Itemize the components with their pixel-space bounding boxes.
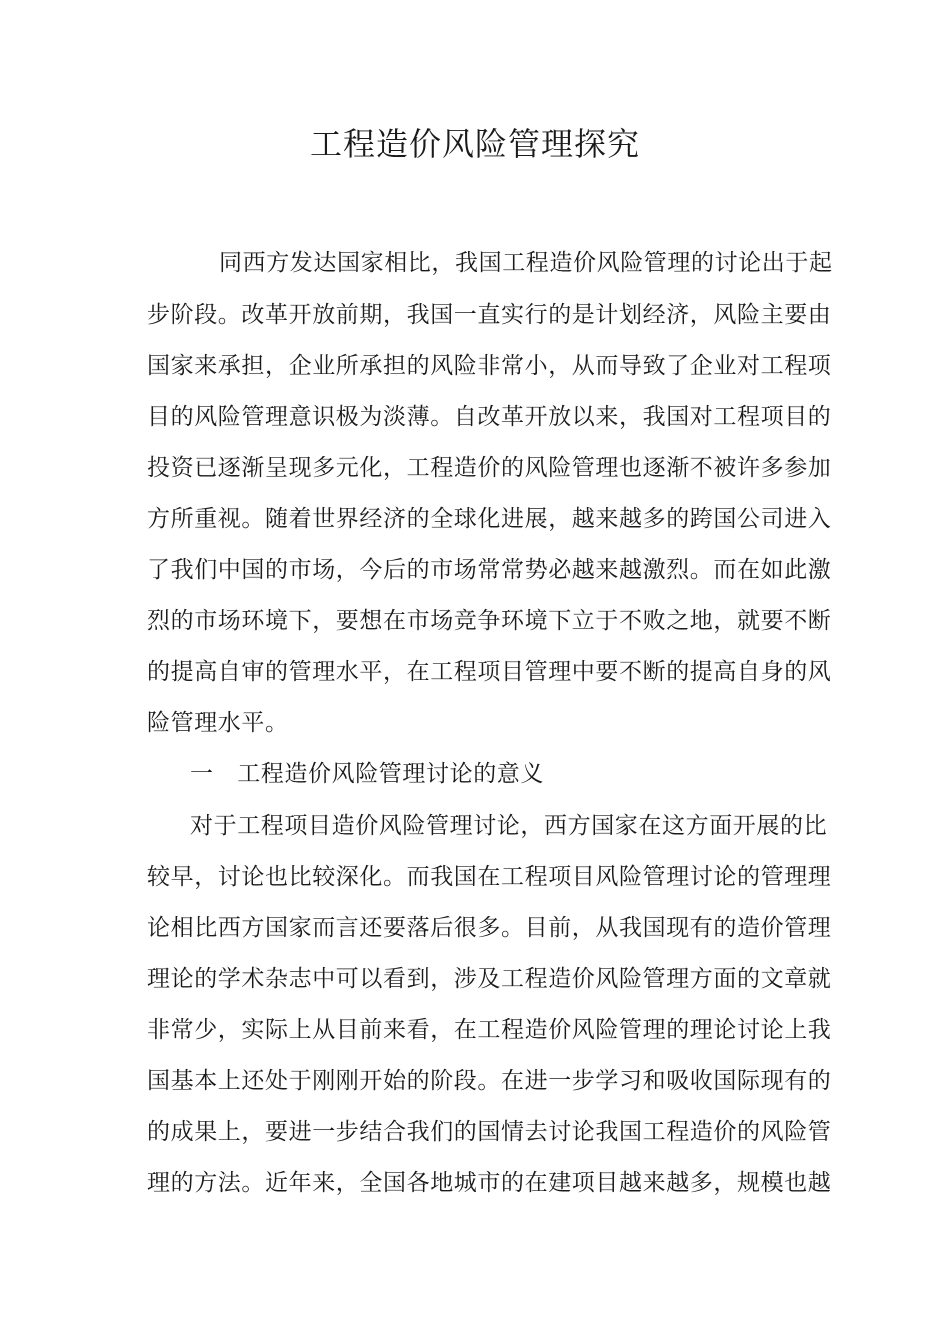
paragraph-line: 论相比西方国家而言还要落后很多。目前，从我国现有的造价管理 <box>147 915 832 941</box>
paragraph-line: 同西方发达国家相比，我国工程造价风险管理的讨论出于起 <box>219 250 833 276</box>
paragraph-line: 投资已逐渐呈现多元化，工程造价的风险管理也逐渐不被许多参加 <box>147 455 832 481</box>
paragraph-line: 理的方法。近年来，全国各地城市的在建项目越来越多，规模也越 <box>147 1170 832 1196</box>
paragraph-line: 非常少，实际上从目前来看，在工程造价风险管理的理论讨论上我 <box>147 1017 832 1043</box>
paragraph-line: 目的风险管理意识极为淡薄。自改革开放以来，我国对工程项目的 <box>147 404 832 430</box>
paragraph-line: 步阶段。改革开放前期，我国一直实行的是计划经济，风险主要由 <box>147 302 832 328</box>
paragraph-line: 理论的学术杂志中可以看到，涉及工程造价风险管理方面的文章就 <box>147 966 832 992</box>
paragraph-line: 国家来承担，企业所承担的风险非常小，从而导致了企业对工程项 <box>147 353 832 379</box>
paragraph-line: 的提高自审的管理水平，在工程项目管理中要不断的提高自身的风 <box>147 659 832 685</box>
paragraph-line: 对于工程项目造价风险管理讨论，西方国家在这方面开展的比 <box>190 813 828 839</box>
paragraph-line: 了我们中国的市场，今后的市场常常势必越来越激烈。而在如此激 <box>147 557 832 583</box>
paragraph-line: 的成果上，要进一步结合我们的国情去讨论我国工程造价的风险管 <box>147 1119 832 1145</box>
section-heading: 一 工程造价风险管理讨论的意义 <box>190 761 544 787</box>
document-title: 工程造价风险管理探究 <box>309 125 640 163</box>
paragraph-line: 方所重视。随着世界经济的全球化进展，越来越多的跨国公司进入 <box>147 506 832 532</box>
paragraph-line: 烈的市场环境下，要想在市场竞争环境下立于不败之地，就要不断 <box>147 608 832 634</box>
paragraph-line: 较早，讨论也比较深化。而我国在工程项目风险管理讨论的管理理 <box>147 864 832 890</box>
paragraph-line: 险管理水平。 <box>147 710 289 736</box>
paragraph-line: 国基本上还处于刚刚开始的阶段。在进一步学习和吸收国际现有的 <box>147 1068 832 1094</box>
